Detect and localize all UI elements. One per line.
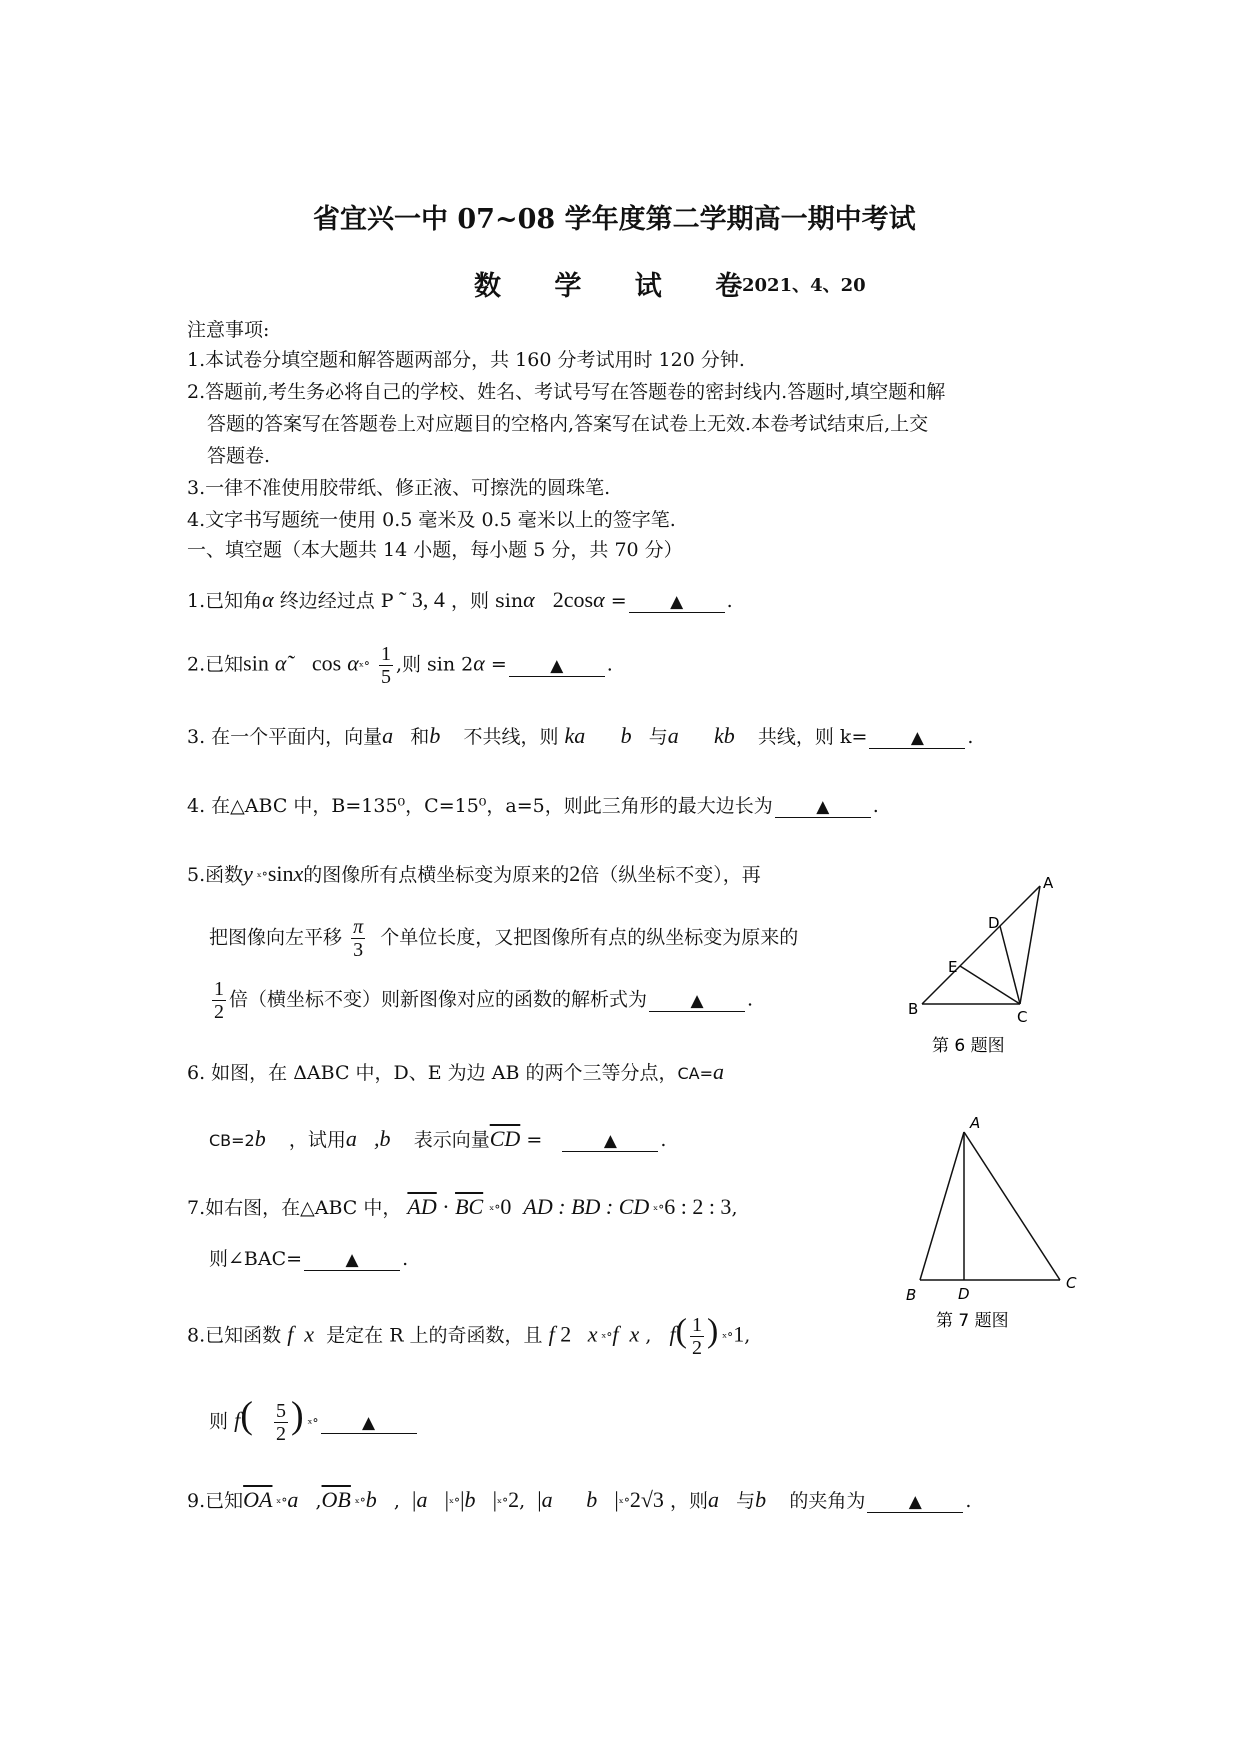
answer-blank[interactable]: ▲ — [304, 1250, 400, 1271]
answer-blank[interactable]: ▲ — [321, 1413, 417, 1434]
label-A: A — [970, 1114, 981, 1132]
question-7-line-1: 7.如右图，在△ABC 中， $\overline{AD} \cdot \overline{BC}$ ˣ°0 AD : BD : CD ˣ°6 : 2 : 3, — [187, 1194, 738, 1219]
label-C: C — [1066, 1274, 1077, 1292]
question-5-line-1: 5.函数y ˣ°sinx的图像所有点横坐标变为原来的2倍（纵坐标不变），再 — [187, 861, 761, 886]
question-5-line-3: $\frac{1}{2}$ 倍（横坐标不变）则新图像对应的函数的解析式为 ▲ . — [214, 978, 754, 1023]
figure-7 — [898, 1110, 1098, 1338]
answer-blank[interactable]: ▲ — [869, 728, 965, 749]
label-C: C — [1017, 1008, 1028, 1026]
question-3: 3. 在一个平面内，向量a⃗和b⃗ 不共线，则 ka⃗ b⃗与a⃗ kb⃗ 共线，则 k= ▲ . — [187, 723, 974, 748]
section-heading: 一、填空题（本大题共 14 小题，每小题 5 分，共 70 分） — [187, 539, 683, 561]
figure-6 — [900, 866, 1070, 1066]
fraction: $\frac{1}{2}$ — [214, 978, 224, 1023]
notice-item: 答题卷. — [207, 445, 271, 467]
question-6-line-1: 6. 如图，在 ΔABC 中，D、E 为边 AB 的两个三等分点，CA=a⃗ — [187, 1059, 742, 1084]
answer-blank[interactable]: ▲ — [867, 1492, 963, 1513]
question-2: 2.已知sin α˜ cos αˣ° $\frac{1}{5}$ ,则 sin 2α = ▲ . — [187, 643, 613, 688]
page-title: 省宜兴一中 07~08 学年度第二学期高一期中考试 — [313, 204, 916, 235]
question-8-line-1: 8.已知函数 f x 是定在 R 上的奇函数，且 f 2 x ˣ°f x , f( $\frac{1}{2}$ ) ˣ°1, — [187, 1312, 751, 1359]
fraction: $\frac{5}{2}$ — [275, 1400, 286, 1445]
fraction: $\frac{\pi}{3}$ — [353, 916, 364, 961]
question-1: 1.已知角α 终边经过点 P ˜ 3, 4 ，则 sinα 2cosα = ▲ . — [187, 587, 733, 612]
question-7-line-2: 则∠BAC= ▲ . — [209, 1248, 409, 1270]
question-6-line-2: CB=2b⃗ ，试用a⃗,b⃗ 表示向量$\overline{CD}$ = ▲ . — [209, 1126, 667, 1151]
page-subtitle: 数 学 试 卷 — [474, 271, 765, 302]
answer-blank[interactable]: ▲ — [562, 1131, 658, 1152]
answer-blank[interactable]: ▲ — [649, 991, 745, 1012]
label-A: A — [1043, 874, 1054, 892]
edge-ab — [920, 1132, 964, 1280]
answer-blank[interactable]: ▲ — [775, 797, 871, 818]
answer-blank[interactable]: ▲ — [629, 592, 725, 613]
label-B: B — [908, 1000, 919, 1018]
label-B: B — [906, 1286, 917, 1304]
notice-item: 1.本试卷分填空题和解答题两部分，共 160 分考试用时 120 分钟. — [187, 349, 745, 371]
question-5-line-2: 把图像向左平移 $\frac{\pi}{3}$ 个单位长度，又把图像所有点的纵坐标变为原来的 — [209, 916, 799, 961]
question-8-line-2: 则 f( $\frac{5}{2}$ ) ˣ° ▲ — [209, 1400, 419, 1445]
answer-blank[interactable]: ▲ — [509, 656, 605, 677]
question-4: 4. 在△ABC 中，B=135⁰，C=15⁰，a=5，则此三角形的最大边长为 ▲ . — [187, 795, 879, 817]
label-E: E — [948, 958, 958, 976]
notice-item: 3.一律不准使用胶带纸、修正液、可擦洗的圆珠笔. — [187, 477, 611, 499]
label-D: D — [958, 1285, 970, 1303]
label-D: D — [988, 914, 1000, 932]
fraction: $\frac{1}{5}$ — [380, 643, 391, 688]
notice-item: 4.文字书写题统一使用 0.5 毫米及 0.5 毫米以上的签字笔. — [187, 509, 676, 531]
fraction: $\frac{1}{2}$ — [691, 1314, 702, 1359]
question-9: 9.已知$\overline{OA}$ $ˣ^\circ a⃗,\overline{OB}$ ˣ°b⃗, |a⃗|ˣ°|b⃗|ˣ°2, |a⃗ b⃗|ˣ°2√3 ，则a⃗与b⃗ 的夹角为 ▲ . — [187, 1487, 972, 1512]
notice-heading: 注意事项: — [187, 319, 270, 341]
segment-cd — [1000, 926, 1020, 1004]
figure-6-caption: 第 6 题图 — [932, 1036, 1005, 1056]
notice-item: 答题的答案写在答题卷上对应题目的空格内,答案写在试卷上无效.本卷考试结束后,上交 — [207, 413, 929, 435]
notice-item: 2.答题前,考生务必将自己的学校、姓名、考试号写在答题卷的密封线内.答题时,填空题和解 — [187, 381, 946, 403]
edge-ac — [964, 1132, 1060, 1280]
exam-date: 2021、4、20 — [742, 275, 866, 296]
figure-7-caption: 第 7 题图 — [936, 1311, 1009, 1331]
